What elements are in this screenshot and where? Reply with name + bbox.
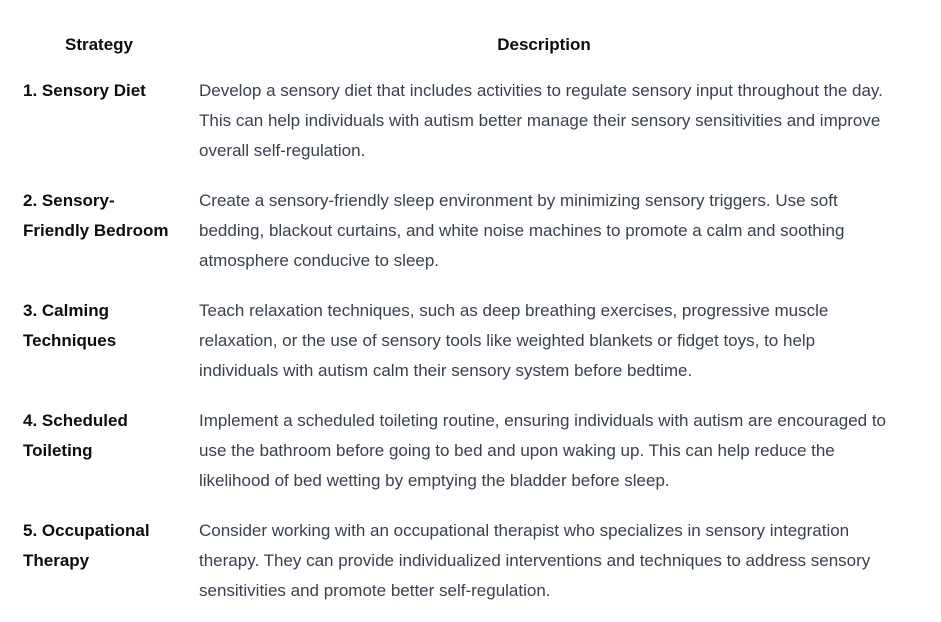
description-column-header: Description [497, 35, 591, 54]
table-row [11, 402, 901, 512]
strategy-cell: 2. Sensory-Friendly Bedroom [23, 191, 169, 240]
description-cell: Implement a scheduled toileting routine, ensuring individuals with autism are encouraged to use the bathroom before going to bed and upon waking up. This can help reduce the likelihood of bed wetting by emptying the bladder before sleep. [199, 411, 887, 490]
table-row [11, 72, 901, 182]
strategy-cell: 4. Scheduled Toileting [23, 411, 128, 460]
strategy-cell: 5. Occupational Therapy [23, 521, 150, 570]
description-cell: Consider working with an occupational therapist who specializes in sensory integration therapy. They can provide individualized interventions and techniques to address sensory sensitivities and promote better self-regulation. [199, 521, 871, 600]
strategies-table [11, 22, 901, 622]
table-row [11, 512, 901, 622]
strategy-column-header: Strategy [64, 35, 134, 54]
table-row [11, 292, 901, 402]
table-header [11, 22, 901, 72]
header-row [11, 22, 901, 72]
description-cell: Teach relaxation techniques, such as deep breathing exercises, progressive muscle relaxation, or the use of sensory tools like weighted blankets or fidget toys, to help individuals with autism calm their sensory system before bedtime. [199, 301, 829, 380]
description-cell: Develop a sensory diet that includes activities to regulate sensory input throughout the day. This can help individuals with autism better manage their sensory sensitivities and improve overall self-regulation. [199, 81, 883, 160]
table-row [11, 182, 901, 292]
table-body [11, 72, 901, 622]
strategy-cell: 3. Calming Techniques [23, 301, 117, 350]
strategy-cell: 1. Sensory Diet [23, 81, 146, 100]
description-cell: Create a sensory-friendly sleep environment by minimizing sensory triggers. Use soft bedding, blackout curtains, and white noise machines to promote a calm and soothing atmosphere conducive to sleep. [199, 191, 845, 270]
